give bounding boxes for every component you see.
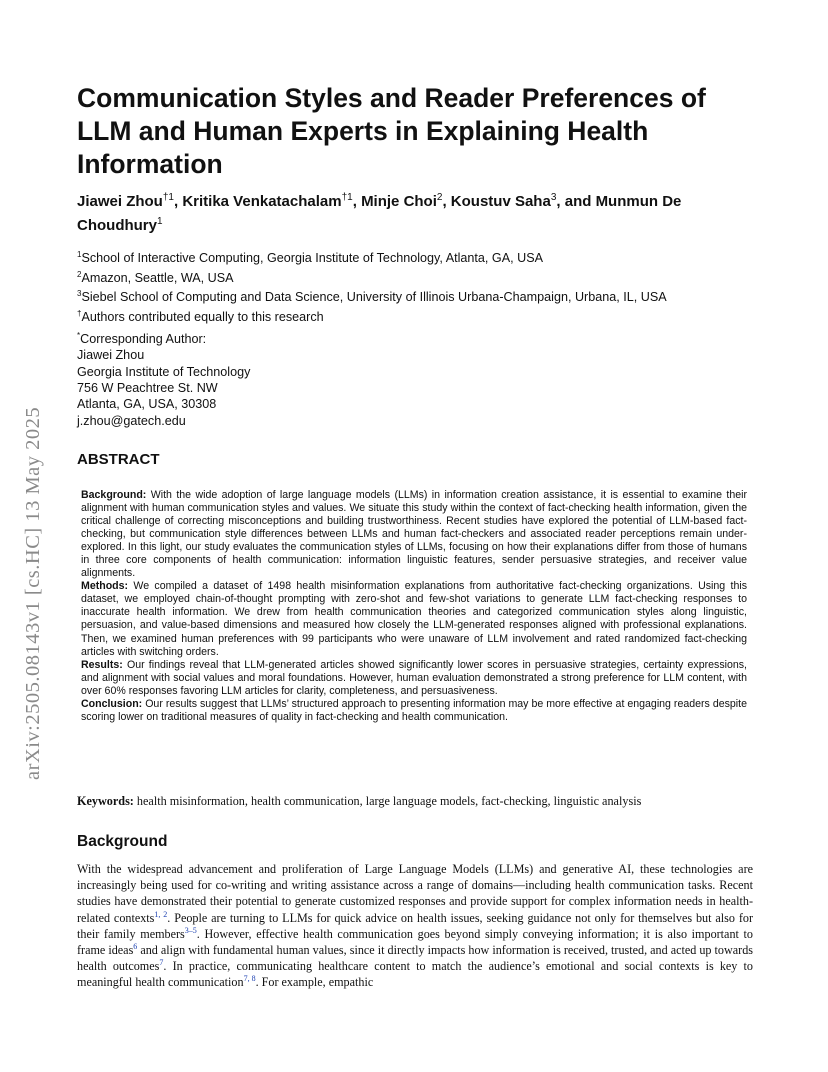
citation-link[interactable]: 6 (133, 941, 138, 951)
abstract-section (81, 698, 747, 724)
citation-link[interactable]: 7, 8 (243, 974, 256, 984)
corresponding-city: Atlanta, GA, USA, 30308 (77, 397, 217, 412)
author-affiliation-marker: †1 (341, 192, 353, 203)
abstract-section-text: With the wide adoption of large language models (LLMs) in information creation assistance, it is essential to examine their alignment with human communication styles and values. We situate this study within the context of fact-checking health information, given the critical challenge of correcting misconceptions and building trustworthiness. Recent studies have explored the potential of LLM-based fact-checking, but communication style differences between LLMs and human fact-checkers and associated reader perceptions remain under-explored. In this light, our study evaluates the communication styles of LLMs, focusing on how their explanations differ from those of humans in three core components of health communication: information linguistic features, sender persuasive strategies, and receiver value alignments. (81, 489, 747, 580)
corresponding-author-label: *Corresponding Author: (77, 331, 207, 347)
affiliation-list (77, 247, 777, 326)
keywords-label: Keywords: (77, 794, 134, 808)
section-heading-background: Background (77, 833, 168, 850)
abstract-section-label: Results: (81, 658, 123, 671)
corresponding-email[interactable]: j.zhou@gatech.edu (77, 413, 186, 428)
arxiv-identifier-stamp: arXiv:2505.08143v1 [cs.HC] 13 May 2025 (22, 406, 44, 780)
corresponding-author-block (77, 328, 250, 429)
keywords-line (77, 794, 757, 809)
corresponding-street: 756 W Peachtree St. NW (77, 381, 218, 396)
affiliation-line: †Authors contributed equally to this research (77, 309, 324, 325)
abstract-section-text: We compiled a dataset of 1498 health misinformation explanations from authoritative fact-checking organizations. Using this dataset, we employed chain-of-thought prompting with zero-shot and few-shot variations to generate LLM fact-checking responses to inaccurate health information. We drew from health communication theories and categorized communication styles along linguistic, persuasion, and value-based dimensions and measured how closely the LLM-generated responses aligned with professional explanations. Then, we examined human preferences with 99 participants who were unaware of LLM involvement and rated randomized fact-checking articles with switching orders. (81, 580, 747, 658)
author-name: Kritika Venkatachalam (182, 193, 342, 210)
author-name: Koustuv Saha (450, 193, 551, 210)
author-name: Minje Choi (361, 193, 437, 210)
affiliation-line: $^2$Amazon, Seattle, WA, USA (77, 269, 234, 285)
corresponding-name: Jiawei Zhou (77, 348, 145, 363)
author-affiliation-marker: 3 (550, 192, 557, 203)
corresponding-institution: Georgia Institute of Technology (77, 364, 251, 379)
author-name: Jiawei Zhou (77, 193, 163, 210)
abstract-section-label: Methods: (81, 580, 129, 593)
abstract-section-label: Conclusion: (81, 697, 143, 710)
author-affiliation-marker: 1 (157, 216, 163, 227)
abstract-section-label: Background: (81, 489, 147, 501)
abstract-section (81, 580, 747, 658)
paper-title: Communication Styles and Reader Preferences of LLM and Human Experts in Explaining Health Information (77, 83, 706, 179)
affiliation-line: $^3$Siebel School of Computing and Data Science, University of Illinois Urbana-Champaign, Urbana, IL, USA (77, 289, 667, 305)
citation-link[interactable]: 7 (159, 958, 164, 968)
abstract-heading: ABSTRACT (77, 451, 160, 468)
abstract-section-text: Our findings reveal that LLM-generated articles showed significantly lower scores in persuasive strategies, certainty expressions, and alignment with social values and moral foundations. However, human evaluation demonstrated a strong preference for LLM content, with over 60% responses favoring LLM articles for clarity, completeness, and persuasiveness. (81, 658, 747, 697)
citation-link[interactable]: 1, 2 (154, 909, 168, 919)
author-list: Jiawei Zhou$^{\dagger 1}$, Kritika Venkatachalam$^{\dagger 1}$, Minje Choi$^2$, Koustuv Saha$^3$, and Munmun De Choudhury$^1$ (77, 192, 682, 234)
abstract-section (81, 659, 747, 698)
author-name: Munmun De Choudhury (77, 193, 682, 234)
abstract-section-text: Our results suggest that LLMs’ structured approach to presenting information may be more effective at engaging readers despite scoring lower on traditional measures of quality in fact-checking and health communication. (81, 697, 747, 723)
affiliation-line: $^1$School of Interactive Computing, Georgia Institute of Technology, Atlanta, GA, USA (77, 250, 544, 266)
citation-link[interactable]: 3–5 (184, 925, 197, 935)
body-paragraph: With the widespread advancement and proliferation of Large Language Models (LLMs) and generative AI, these technologies are increasingly being used for co-writing and writing assistance across a range of domains—including health communication tasks. Recent studies have demonstrated their potential to generate customized responses and provide support for complex information needs in health-related contexts$^{1, 2}$. People are turning to LLMs for quick advice on health issues, seeking guidance not only for themselves but also for their family members$^{3-5}$. However, effective health communication goes beyond simply conveying information; it is also important to frame ideas$^6$ and align with fundamental human values, since it directly impacts how information is received, trusted, and acted up towards health outcomes$^7$. In practice, communicating healthcare content to match the audience’s emotional and social contexts is key to meaningful health communication$^{7, 8}$. For example, empathic (77, 862, 754, 990)
keywords-list: health misinformation, health communication, large language models, fact-checking, linguistic analysis (133, 794, 642, 808)
author-affiliation-marker: †1 (162, 192, 174, 203)
author-affiliation-marker: 2 (436, 192, 443, 203)
abstract-section (81, 489, 747, 580)
abstract-body (81, 489, 747, 724)
